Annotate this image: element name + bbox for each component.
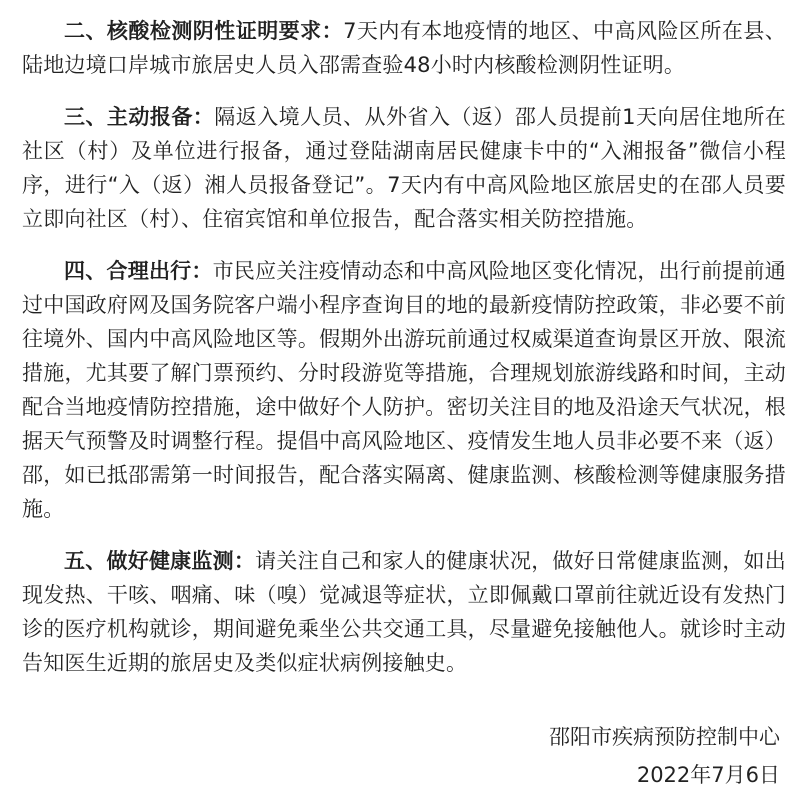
- section-heading: 二、核酸检测阴性证明要求：: [64, 19, 344, 43]
- section-proactive-report: [22, 100, 786, 236]
- section-heading: 四、合理出行：: [64, 259, 213, 283]
- section-heading: 三、主动报备：: [64, 105, 215, 129]
- section-body: 7天内有本地疫情的地区、中高风险区所在县、陆地边境口岸城市旅居史人员入邵需查验48小时内核酸检测阴性证明。: [22, 19, 786, 77]
- section-body: 市民应关注疫情动态和中高风险地区变化情况，出行前提前通过中国政府网及国务院客户端小程序查询目的地的最新疫情防控政策，非必要不前往境外、国内中高风险地区等。假期外出游玩前通过权威渠道查询景区开放、限流措施，尤其要了解门票预约、分时段游览等措施，合理规划旅游线路和时间，主动配合当地疫情防控措施，途中做好个人防护。密切关注目的地及沿途天气状况，根据天气预警及时调整行程。提倡中高风险地区、疫情发生地人员非必要不来（返）邵，如已抵邵需第一时间报告，配合落实隔离、健康监测、核酸检测等健康服务措施。: [22, 259, 786, 521]
- section-health-monitoring: [22, 544, 786, 680]
- section-body: 隔返入境人员、从外省入（返）邵人员提前1天向居住地所在社区（村）及单位进行报备，通过登陆湖南居民健康卡中的“入湘报备”微信小程序，进行“入（返）湘人员报备登记”。7天内有中高风险地区旅居史的在邵人员要立即向社区（村）、住宿宾馆和单位报告，配合落实相关防控措施。: [22, 105, 786, 231]
- section-heading: 五、做好健康监测：: [64, 549, 256, 573]
- section-reasonable-travel: [22, 254, 786, 526]
- signature-organization: 邵阳市疾病预防控制中心: [549, 725, 780, 749]
- section-body: 请关注自己和家人的健康状况，做好日常健康监测，如出现发热、干咳、咽痛、味（嗅）觉减退等症状，立即佩戴口罩前往就近设有发热门诊的医疗机构就诊，期间避免乘坐公共交通工具，尽量避免接触他人。就诊时主动告知医生近期的旅居史及类似症状病例接触史。: [22, 549, 786, 675]
- section-nucleic-acid-test: [22, 14, 786, 82]
- signature-date: 2022年7月6日: [636, 763, 780, 787]
